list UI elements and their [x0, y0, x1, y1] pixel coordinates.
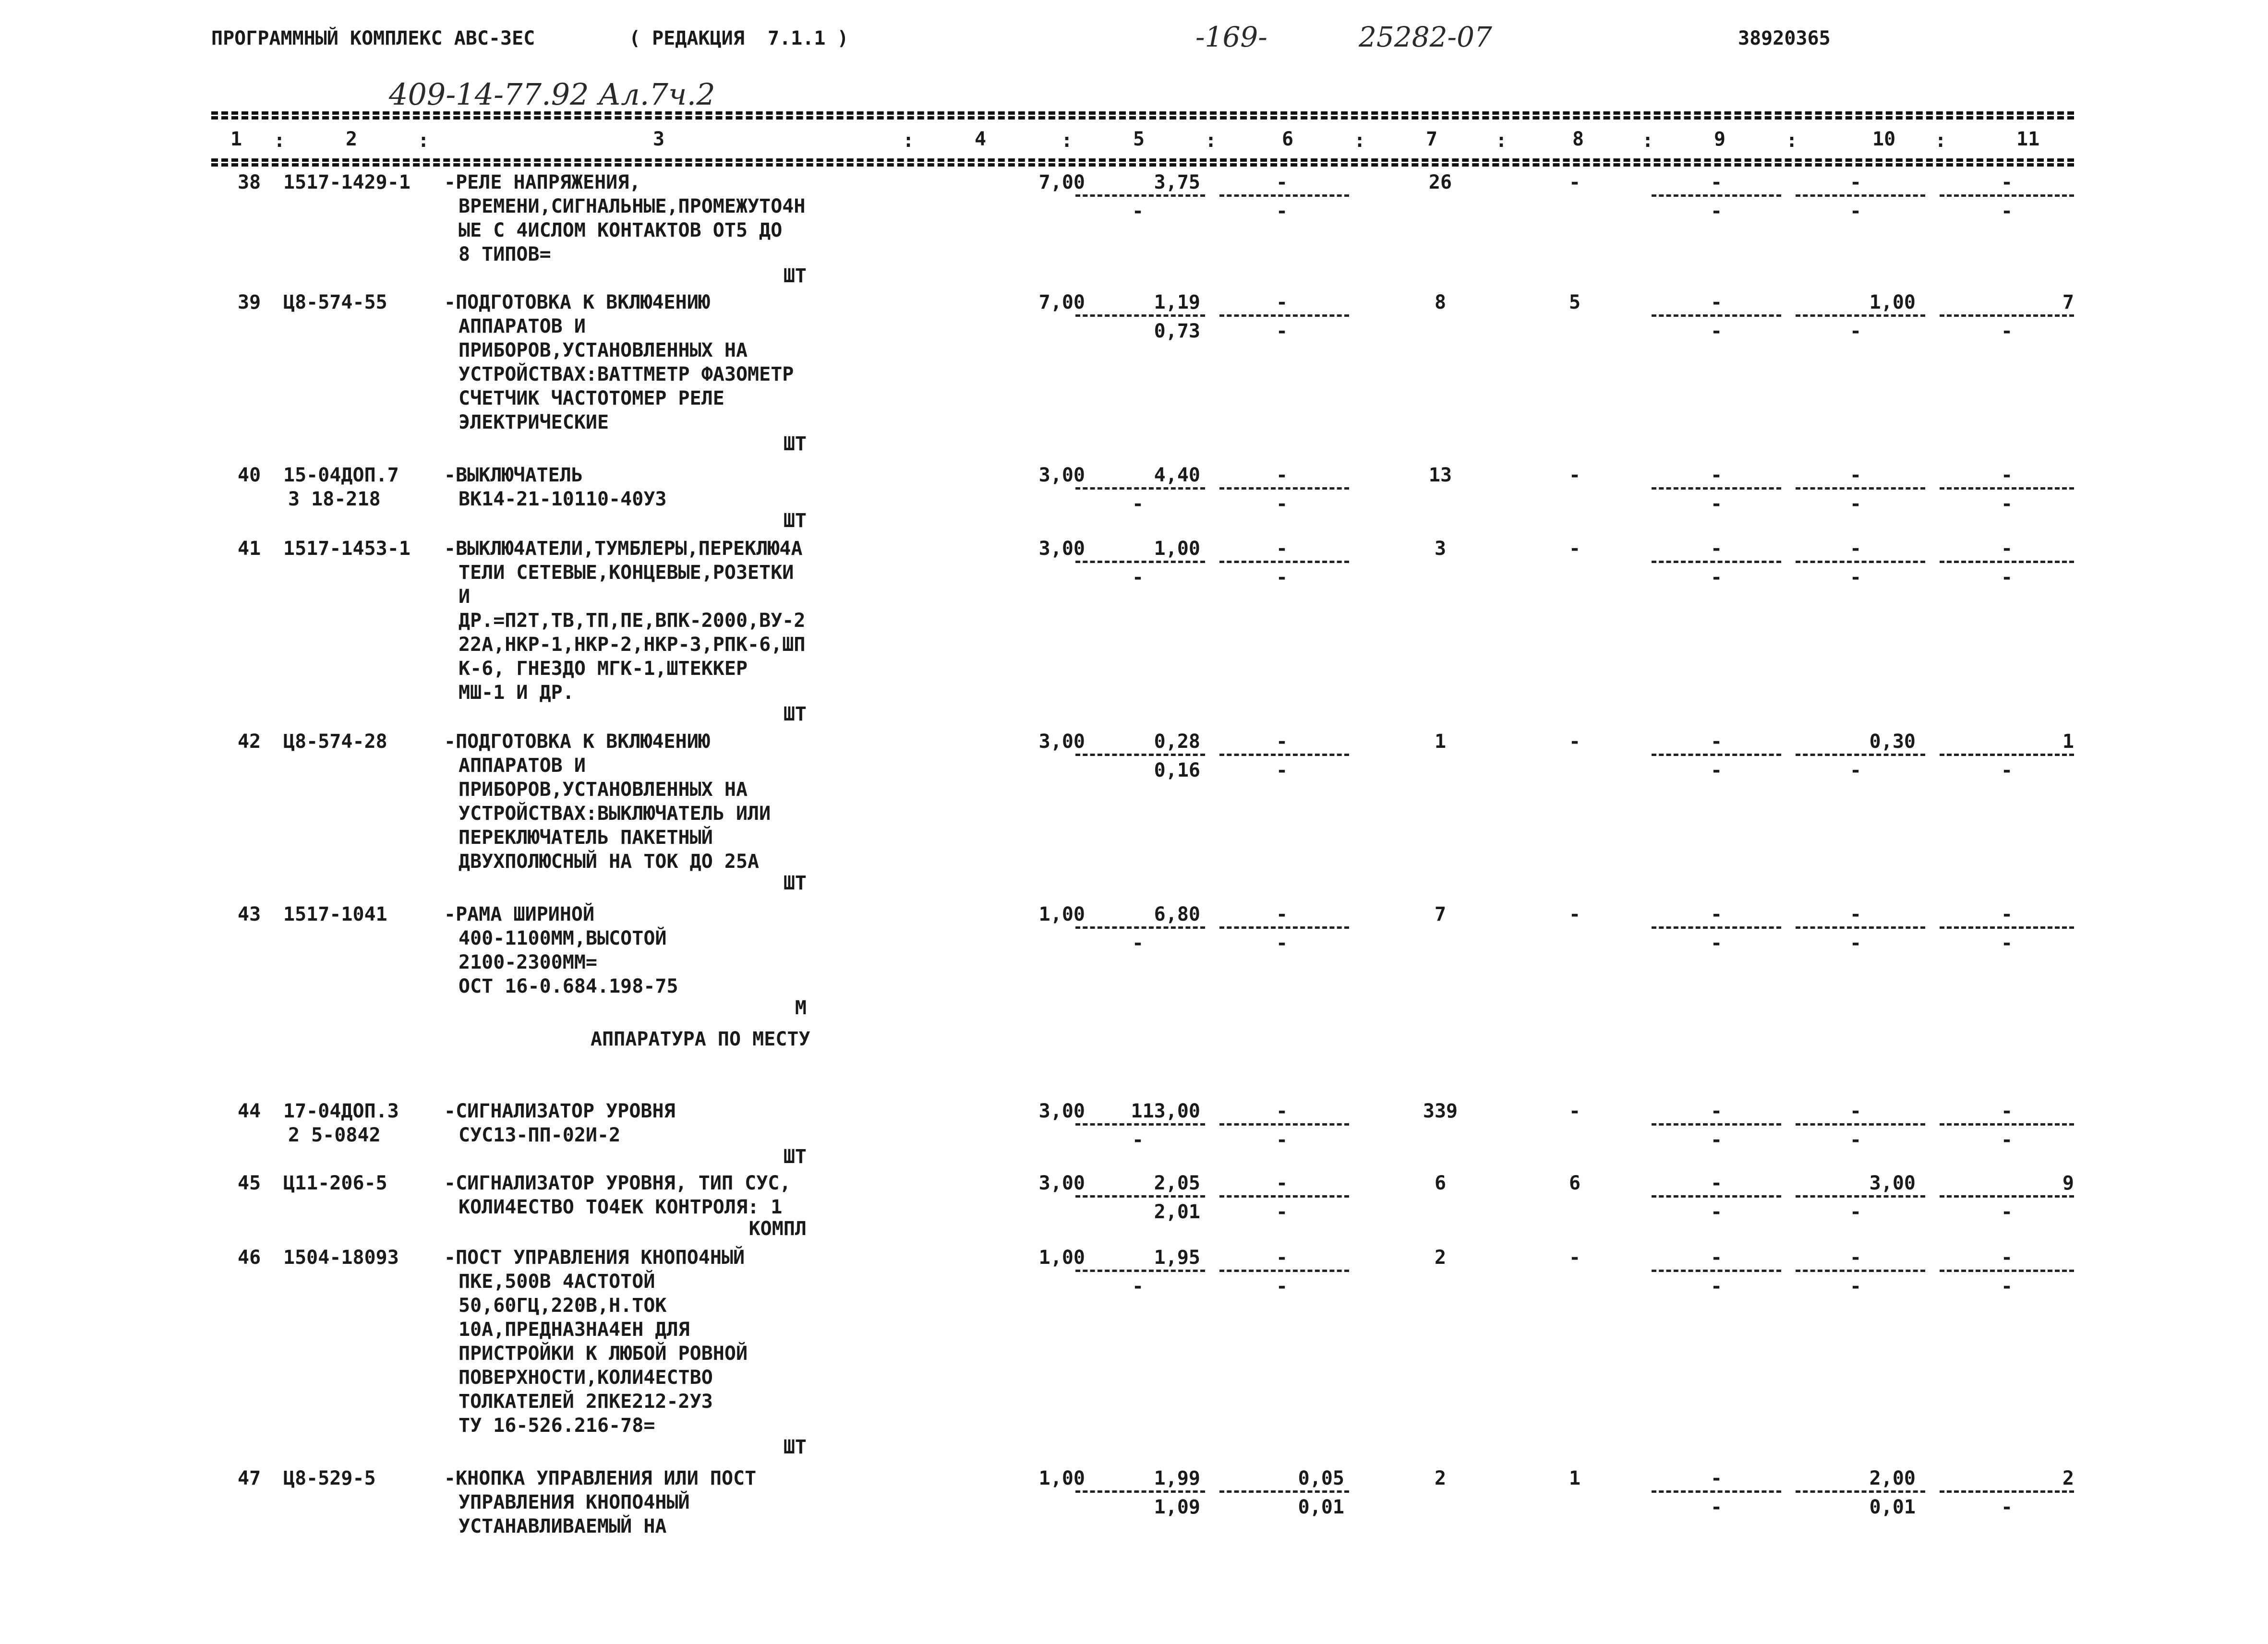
col10-value: 3,00: [1869, 1172, 1916, 1194]
col5-value: 2,05: [1154, 1172, 1200, 1194]
col10-divider: [1796, 487, 1925, 490]
column-header-3: 3: [653, 128, 665, 150]
col5-sub-value: -: [1132, 566, 1144, 588]
col9-sub-value: -: [1710, 1201, 1723, 1223]
col10-sub-value: -: [1849, 200, 1862, 222]
col4-value: 7,00: [1038, 171, 1085, 193]
col11-sub-value: -: [2001, 566, 2013, 588]
row-number: 38: [238, 171, 261, 193]
col10-sub-value: -: [1849, 932, 1862, 954]
col6-divider: [1219, 1195, 1349, 1198]
col9-sub-value: -: [1710, 493, 1723, 515]
col10-sub-value: 0,01: [1869, 1496, 1916, 1518]
col7-value: 13: [1428, 464, 1452, 486]
row-description: ДВУХПОЛЮСНЫЙ НА ТОК ДО 25А: [458, 851, 760, 873]
col9-divider: [1652, 926, 1781, 929]
column-separator: :: [1205, 130, 1217, 152]
col4-value: 7,00: [1038, 291, 1085, 313]
col6-value: -: [1276, 171, 1288, 193]
row-description: 10А,ПРЕДНАЗНА4ЕН ДЛЯ: [458, 1319, 690, 1341]
col5-sub-value: -: [1132, 1129, 1144, 1151]
col5-sub-value: -: [1132, 1275, 1144, 1297]
col11-divider: [1940, 194, 2074, 197]
column-header-4: 4: [975, 128, 987, 150]
column-separator: :: [274, 130, 286, 152]
row-number: 43: [238, 903, 261, 925]
row-description: ВРЕМЕНИ,СИГНАЛЬНЫЕ,ПРОМЕЖУТО4Н: [458, 195, 806, 217]
col8-value: -: [1568, 538, 1581, 560]
col11-value: -: [2001, 464, 2013, 486]
col6-value: -: [1276, 1247, 1288, 1269]
col4-value: 3,00: [1038, 1172, 1085, 1194]
handwritten-reference: 409-14-77.92 Ал.7ч.2: [389, 77, 715, 112]
col8-value: 5: [1568, 291, 1581, 313]
col9-sub-value: -: [1710, 200, 1723, 222]
col11-value: -: [2001, 171, 2013, 193]
col9-divider: [1652, 194, 1781, 197]
row-description: ОСТ 16-0.684.198-75: [458, 975, 678, 997]
row-code: 17-04ДОП.3: [283, 1100, 399, 1122]
col5-value: 1,00: [1154, 538, 1200, 560]
col11-divider: [1940, 487, 2074, 490]
column-separator: :: [1642, 130, 1654, 152]
col9-value: -: [1710, 1247, 1723, 1269]
row-description: ДР.=П2Т,ТВ,ТП,ПЕ,ВПК-2000,ВУ-2: [458, 610, 806, 632]
row-description: И: [458, 586, 470, 608]
col8-value: 1: [1568, 1467, 1581, 1489]
col10-divider: [1796, 1490, 1925, 1493]
col10-value: -: [1849, 903, 1862, 925]
col5-value: 1,99: [1154, 1467, 1200, 1489]
col10-divider: [1796, 754, 1925, 756]
column-separator: :: [1935, 130, 1947, 152]
col5-sub-value: 1,09: [1154, 1496, 1200, 1518]
col11-divider: [1940, 1490, 2074, 1493]
col5-value: 1,19: [1154, 291, 1200, 313]
col5-value: 0,28: [1154, 731, 1200, 753]
col5-divider: [1075, 1490, 1205, 1493]
row-number: 42: [238, 731, 261, 753]
col4-value: 1,00: [1038, 1467, 1085, 1489]
col11-sub-value: -: [2001, 320, 2013, 342]
col11-value: -: [2001, 1247, 2013, 1269]
col7-value: 8: [1434, 291, 1447, 313]
col11-value: -: [2001, 903, 2013, 925]
col6-sub-value: -: [1276, 1129, 1288, 1151]
column-header-5: 5: [1133, 128, 1145, 150]
col5-value: 3,75: [1154, 171, 1200, 193]
row-description: -КНОПКА УПРАВЛЕНИЯ ИЛИ ПОСТ: [444, 1467, 757, 1489]
col11-sub-value: -: [2001, 1496, 2013, 1518]
col6-divider: [1219, 194, 1349, 197]
col11-value: 7: [2062, 291, 2074, 313]
row-code: Ц8-574-55: [283, 291, 387, 313]
col6-sub-value: -: [1276, 1201, 1288, 1223]
header-top-rule: [211, 111, 2074, 115]
page-number: -169-: [1195, 21, 1267, 53]
row-unit: ШТ: [783, 510, 807, 532]
row-description: ЫЕ С 4ИСЛОМ КОНТАКТОВ ОТ5 ДО: [458, 219, 783, 241]
col11-sub-value: -: [2001, 1201, 2013, 1223]
row-description: МШ-1 И ДР.: [458, 682, 574, 704]
col10-value: -: [1849, 464, 1862, 486]
column-separator: :: [1354, 130, 1366, 152]
row-number: 44: [238, 1100, 261, 1122]
column-separator: :: [1496, 130, 1508, 152]
col9-value: -: [1710, 538, 1723, 560]
col5-sub-value: -: [1132, 932, 1144, 954]
row-description: К-6, ГНЕЗДО МГК-1,ШТЕККЕР: [458, 658, 748, 680]
col7-value: 2: [1434, 1467, 1447, 1489]
row-code: Ц8-529-5: [283, 1467, 376, 1489]
col6-sub-value: -: [1276, 759, 1288, 781]
col6-sub-value: -: [1276, 320, 1288, 342]
col10-sub-value: -: [1849, 493, 1862, 515]
col10-divider: [1796, 194, 1925, 197]
row-description: ПРИБОРОВ,УСТАНОВЛЕННЫХ НА: [458, 779, 748, 801]
column-separator: :: [903, 130, 915, 152]
row-number: 41: [238, 538, 261, 560]
column-separator: :: [418, 130, 430, 152]
col9-divider: [1652, 1123, 1781, 1126]
row-description: ПКЕ,500В 4АСТОТОЙ: [458, 1271, 655, 1293]
col4-value: 3,00: [1038, 1100, 1085, 1122]
col8-value: 6: [1568, 1172, 1581, 1194]
row-description: СЧЕТЧИК ЧАСТОТОМЕР РЕЛЕ: [458, 387, 724, 409]
row-number: 39: [238, 291, 261, 313]
col8-value: -: [1568, 731, 1581, 753]
row-code: 15-04ДОП.7: [283, 464, 399, 486]
record-id: 38920365: [1738, 27, 1831, 49]
col7-value: 2: [1434, 1247, 1447, 1269]
row-description: УСТРОЙСТВАХ:ВЫКЛЮЧАТЕЛЬ ИЛИ: [458, 803, 771, 825]
col5-divider: [1075, 194, 1205, 197]
col9-value: -: [1710, 171, 1723, 193]
col9-value: -: [1710, 731, 1723, 753]
row-description: 2100-2300ММ=: [458, 951, 597, 973]
col6-value: -: [1276, 1100, 1288, 1122]
row-description: -СИГНАЛИЗАТОР УРОВНЯ, ТИП СУС,: [444, 1172, 791, 1194]
col11-sub-value: -: [2001, 932, 2013, 954]
col9-value: -: [1710, 1467, 1723, 1489]
column-header-2: 2: [346, 128, 358, 150]
row-code: 2 5-0842: [288, 1124, 381, 1146]
col10-value: -: [1849, 538, 1862, 560]
col9-divider: [1652, 1270, 1781, 1272]
col6-value: -: [1276, 291, 1288, 313]
row-description: 50,60ГЦ,220В,Н.ТОК: [458, 1295, 667, 1317]
row-code: 1504-18093: [283, 1247, 399, 1269]
col11-value: -: [2001, 538, 2013, 560]
col6-divider: [1219, 487, 1349, 490]
col10-sub-value: -: [1849, 1129, 1862, 1151]
col11-divider: [1940, 314, 2074, 317]
col8-value: -: [1568, 1100, 1581, 1122]
row-description: -ПОДГОТОВКА К ВКЛЮ4ЕНИЮ: [444, 731, 710, 753]
row-description: АППАРАТОВ И: [458, 755, 586, 777]
edition-label: ( РЕДАКЦИЯ 7.1.1 ): [629, 27, 849, 49]
col10-divider: [1796, 561, 1925, 563]
row-description: -РЕЛЕ НАПРЯЖЕНИЯ,: [444, 171, 641, 193]
row-description: СУС13-ПП-02И-2: [458, 1124, 621, 1146]
col11-divider: [1940, 754, 2074, 756]
col8-value: -: [1568, 1247, 1581, 1269]
col5-divider: [1075, 1123, 1205, 1126]
col7-value: 6: [1434, 1172, 1447, 1194]
row-description: АППАРАТОВ И: [458, 315, 586, 337]
col9-value: -: [1710, 291, 1723, 313]
col6-value: -: [1276, 464, 1288, 486]
col7-value: 3: [1434, 538, 1447, 560]
row-description: УПРАВЛЕНИЯ КНОПО4НЫЙ: [458, 1491, 690, 1513]
col9-value: -: [1710, 1172, 1723, 1194]
col5-sub-value: -: [1132, 493, 1144, 515]
column-header-6: 6: [1282, 128, 1294, 150]
col10-value: 2,00: [1869, 1467, 1916, 1489]
row-description: ПРИСТРОЙКИ К ЛЮБОЙ РОВНОЙ: [458, 1343, 748, 1365]
col5-divider: [1075, 1270, 1205, 1272]
col5-divider: [1075, 487, 1205, 490]
row-description: 400-1100ММ,ВЫСОТОЙ: [458, 927, 667, 949]
col11-divider: [1940, 1270, 2074, 1272]
col11-sub-value: -: [2001, 1275, 2013, 1297]
col5-divider: [1075, 561, 1205, 563]
row-number: 40: [238, 464, 261, 486]
column-separator: :: [1061, 130, 1073, 152]
col9-sub-value: -: [1710, 932, 1723, 954]
row-description: ПРИБОРОВ,УСТАНОВЛЕННЫХ НА: [458, 339, 748, 361]
col6-divider: [1219, 314, 1349, 317]
col11-divider: [1940, 926, 2074, 929]
col4-value: 1,00: [1038, 1247, 1085, 1269]
col5-value: 1,95: [1154, 1247, 1200, 1269]
row-number: 46: [238, 1247, 261, 1269]
col9-sub-value: -: [1710, 1275, 1723, 1297]
col10-value: -: [1849, 1100, 1862, 1122]
col9-value: -: [1710, 464, 1723, 486]
col9-value: -: [1710, 1100, 1723, 1122]
col5-divider: [1075, 1195, 1205, 1198]
row-description: ВК14-21-10110-40У3: [458, 488, 667, 510]
col8-value: -: [1568, 464, 1581, 486]
col4-value: 3,00: [1038, 731, 1085, 753]
col11-value: 9: [2062, 1172, 2074, 1194]
col6-sub-value: -: [1276, 200, 1288, 222]
col10-value: 0,30: [1869, 731, 1916, 753]
row-number: 47: [238, 1467, 261, 1489]
header-bottom-rule: [211, 158, 2074, 162]
col6-divider: [1219, 754, 1349, 756]
row-unit: ШТ: [783, 872, 807, 894]
col11-value: 2: [2062, 1467, 2074, 1489]
col10-divider: [1796, 1270, 1925, 1272]
column-header-10: 10: [1872, 128, 1896, 150]
col6-value: -: [1276, 731, 1288, 753]
column-header-7: 7: [1426, 128, 1438, 150]
col5-sub-value: 0,73: [1154, 320, 1200, 342]
col5-sub-value: 0,16: [1154, 759, 1200, 781]
row-unit: ШТ: [783, 1146, 807, 1168]
col10-sub-value: -: [1849, 1201, 1862, 1223]
col10-value: -: [1849, 1247, 1862, 1269]
col9-divider: [1652, 1490, 1781, 1493]
row-code: 1517-1041: [283, 903, 387, 925]
col5-sub-value: 2,01: [1154, 1201, 1200, 1223]
row-description: -ПОСТ УПРАВЛЕНИЯ КНОПО4НЫЙ: [444, 1247, 745, 1269]
header-bottom-rule-2: [211, 163, 2074, 167]
col11-divider: [1940, 561, 2074, 563]
col10-sub-value: -: [1849, 1275, 1862, 1297]
col9-sub-value: -: [1710, 1129, 1723, 1151]
row-code: Ц11-206-5: [283, 1172, 387, 1194]
col11-sub-value: -: [2001, 1129, 2013, 1151]
row-code: 1517-1453-1: [283, 538, 410, 560]
row-description: ТЕЛИ СЕТЕВЫЕ,КОНЦЕВЫЕ,РОЗЕТКИ: [458, 562, 794, 584]
col7-value: 339: [1423, 1100, 1458, 1122]
column-header-11: 11: [2016, 128, 2040, 150]
row-description: ТУ 16-526.216-78=: [458, 1415, 655, 1437]
row-code: 1517-1429-1: [283, 171, 410, 193]
section-title: АППАРАТУРА ПО МЕСТУ: [591, 1028, 810, 1050]
row-description: КОЛИ4ЕСТВО ТО4ЕК КОНТРОЛЯ: 1: [458, 1196, 783, 1218]
col5-sub-value: -: [1132, 200, 1144, 222]
row-description: ПОВЕРХНОСТИ,КОЛИ4ЕСТВО: [458, 1367, 713, 1389]
col11-divider: [1940, 1123, 2074, 1126]
row-description: УСТАНАВЛИВАЕМЫЙ НА: [458, 1515, 667, 1537]
col10-divider: [1796, 1123, 1925, 1126]
row-description: 8 ТИПОВ=: [458, 243, 551, 265]
col6-value: 0,05: [1298, 1467, 1344, 1489]
col9-sub-value: -: [1710, 320, 1723, 342]
col7-value: 26: [1428, 171, 1452, 193]
column-separator: :: [1786, 130, 1798, 152]
row-unit: ШТ: [783, 265, 807, 287]
row-description: -СИГНАЛИЗАТОР УРОВНЯ: [444, 1100, 676, 1122]
col9-divider: [1652, 561, 1781, 563]
col6-divider: [1219, 561, 1349, 563]
row-description: ТОЛКАТЕЛЕЙ 2ПКЕ212-2У3: [458, 1391, 713, 1413]
col8-value: -: [1568, 903, 1581, 925]
row-description: -РАМА ШИРИНОЙ: [444, 903, 595, 925]
col11-sub-value: -: [2001, 200, 2013, 222]
col6-divider: [1219, 1270, 1349, 1272]
row-code: 3 18-218: [288, 488, 381, 510]
col6-sub-value: -: [1276, 566, 1288, 588]
col10-sub-value: -: [1849, 759, 1862, 781]
col6-divider: [1219, 1490, 1349, 1493]
col6-value: -: [1276, 1172, 1288, 1194]
col11-sub-value: -: [2001, 759, 2013, 781]
col6-sub-value: 0,01: [1298, 1496, 1344, 1518]
row-unit: М: [795, 997, 807, 1019]
row-unit: КОМПЛ: [748, 1218, 807, 1240]
col9-divider: [1652, 314, 1781, 317]
col6-value: -: [1276, 903, 1288, 925]
col6-sub-value: -: [1276, 1275, 1288, 1297]
row-unit: ШТ: [783, 1436, 807, 1458]
col11-divider: [1940, 1195, 2074, 1198]
col10-divider: [1796, 926, 1925, 929]
program-title: ПРОГРАММНЫЙ КОМПЛЕКС АВС-3ЕС: [211, 27, 535, 49]
col10-divider: [1796, 314, 1925, 317]
row-number: 45: [238, 1172, 261, 1194]
col5-value: 6,80: [1154, 903, 1200, 925]
col10-value: -: [1849, 171, 1862, 193]
column-header-1: 1: [230, 128, 242, 150]
col5-value: 4,40: [1154, 464, 1200, 486]
col6-divider: [1219, 926, 1349, 929]
col6-divider: [1219, 1123, 1349, 1126]
col9-sub-value: -: [1710, 566, 1723, 588]
col6-sub-value: -: [1276, 493, 1288, 515]
row-unit: ШТ: [783, 433, 807, 455]
col9-value: -: [1710, 903, 1723, 925]
col9-sub-value: -: [1710, 759, 1723, 781]
col5-divider: [1075, 754, 1205, 756]
col4-value: 3,00: [1038, 538, 1085, 560]
col9-sub-value: -: [1710, 1496, 1723, 1518]
row-description: ПЕРЕКЛЮЧАТЕЛЬ ПАКЕТНЫЙ: [458, 827, 713, 849]
col11-sub-value: -: [2001, 493, 2013, 515]
col4-value: 1,00: [1038, 903, 1085, 925]
col10-sub-value: -: [1849, 320, 1862, 342]
col6-value: -: [1276, 538, 1288, 560]
row-code: Ц8-574-28: [283, 731, 387, 753]
col5-divider: [1075, 314, 1205, 317]
col11-value: 1: [2062, 731, 2074, 753]
col5-value: 113,00: [1131, 1100, 1200, 1122]
col5-divider: [1075, 926, 1205, 929]
col4-value: 3,00: [1038, 464, 1085, 486]
col9-divider: [1652, 1195, 1781, 1198]
document-code: 25282-07: [1359, 21, 1492, 53]
column-header-9: 9: [1714, 128, 1726, 150]
row-description: УСТРОЙСТВАХ:ВАТТМЕТР ФАЗОМЕТР: [458, 363, 794, 385]
col10-value: 1,00: [1869, 291, 1916, 313]
col7-value: 1: [1434, 731, 1447, 753]
col10-sub-value: -: [1849, 566, 1862, 588]
col9-divider: [1652, 754, 1781, 756]
column-header-8: 8: [1572, 128, 1584, 150]
col6-sub-value: -: [1276, 932, 1288, 954]
header-top-rule-2: [211, 116, 2074, 120]
row-description: ЭЛЕКТРИЧЕСКИЕ: [458, 411, 609, 433]
col10-divider: [1796, 1195, 1925, 1198]
col8-value: -: [1568, 171, 1581, 193]
col11-value: -: [2001, 1100, 2013, 1122]
row-description: -ПОДГОТОВКА К ВКЛЮ4ЕНИЮ: [444, 291, 710, 313]
row-description: 22А,НКР-1,НКР-2,НКР-3,РПК-6,ШП: [458, 634, 806, 656]
row-unit: ШТ: [783, 703, 807, 725]
col9-divider: [1652, 487, 1781, 490]
row-description: -ВЫКЛЮ4АТЕЛИ,ТУМБЛЕРЫ,ПЕРЕКЛЮ4А: [444, 538, 803, 560]
row-description: -ВЫКЛЮЧАТЕЛЬ: [444, 464, 583, 486]
col7-value: 7: [1434, 903, 1447, 925]
